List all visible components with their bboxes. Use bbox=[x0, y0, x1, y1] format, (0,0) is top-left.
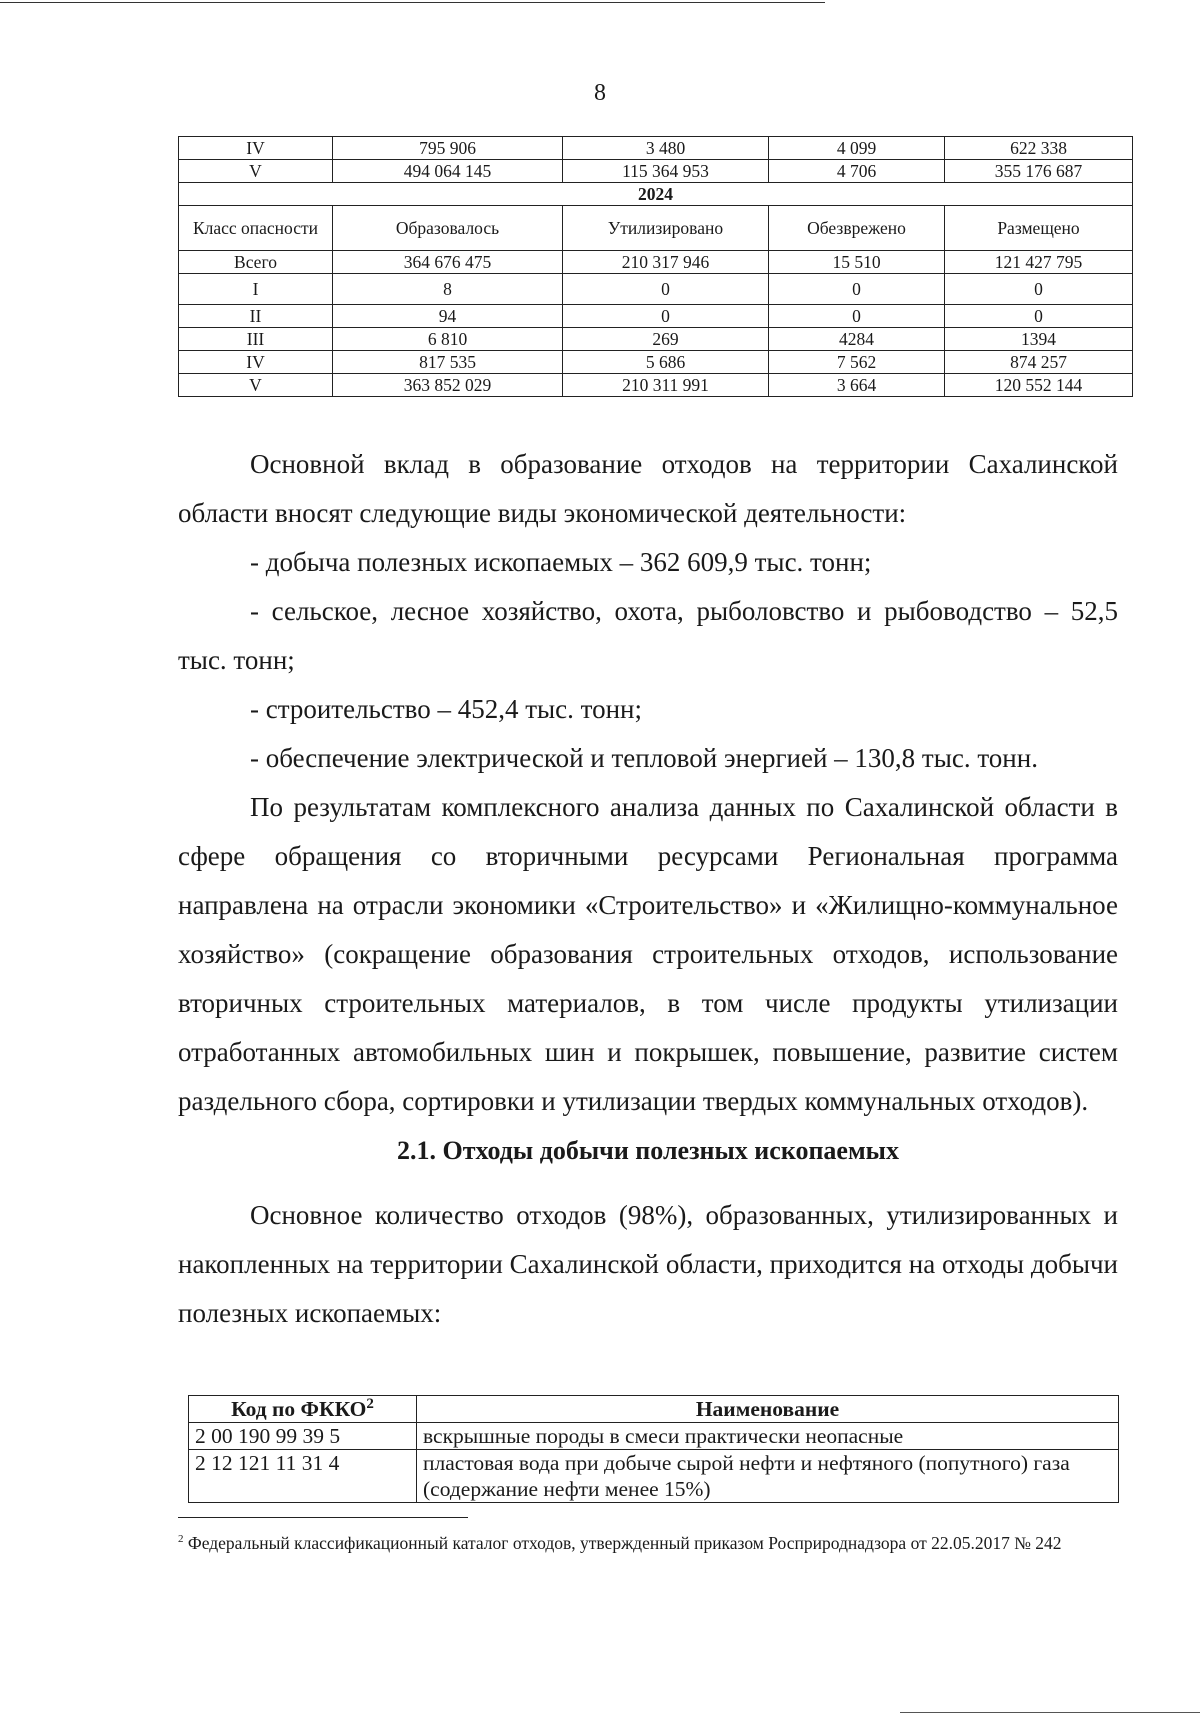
page-number: 8 bbox=[594, 80, 606, 106]
table-cell: вскрышные породы в смеси практически неопасные bbox=[417, 1423, 1119, 1450]
table-cell: 3 480 bbox=[563, 137, 769, 160]
table-row bbox=[179, 137, 1133, 160]
column-header: Наименование bbox=[417, 1396, 1119, 1423]
table-row bbox=[179, 374, 1133, 397]
table-cell: 210 311 991 bbox=[563, 374, 769, 397]
table-cell: 494 064 145 bbox=[333, 160, 563, 183]
table-cell: 2 12 121 11 31 4 bbox=[189, 1450, 417, 1503]
footnote-text: Федеральный классификационный каталог отходов, утвержденный приказом Росприроднадзора от 22.05.2017 № 242 bbox=[187, 1532, 1062, 1553]
table-cell: IV bbox=[179, 137, 333, 160]
table-cell: 94 bbox=[333, 305, 563, 328]
table-cell: V bbox=[179, 374, 333, 397]
table-cell: 8 bbox=[333, 274, 563, 305]
list-item: - сельское, лесное хозяйство, охота, рыболовство и рыбоводство – 52,5 тыс. тонн; bbox=[178, 596, 1118, 675]
table-cell: 363 852 029 bbox=[333, 374, 563, 397]
table-cell: 364 676 475 bbox=[333, 251, 563, 274]
table-cell: 0 bbox=[563, 305, 769, 328]
table-cell: III bbox=[179, 328, 333, 351]
waste-table bbox=[178, 136, 1133, 397]
year-row bbox=[179, 183, 1133, 206]
list-item: - обеспечение электрической и тепловой энергией – 130,8 тыс. тонн. bbox=[250, 743, 1038, 773]
table-cell: I bbox=[179, 274, 333, 305]
table-cell: 4 099 bbox=[769, 137, 945, 160]
table-cell: 121 427 795 bbox=[945, 251, 1133, 274]
table-cell: 6 810 bbox=[333, 328, 563, 351]
table-cell: II bbox=[179, 305, 333, 328]
paragraph: По результатам комплексного анализа данных по Сахалинской области в сфере обращения со вторичными ресурсами Региональная программа направлена на отрасли экономики «Строительство» и «Жилищно-коммунальное хозяйство» (сокращение образования строительных отходов, использование вторичных строительных материалов, в том числе продукты утилизации отработанных автомобильных шин и покрышек, повышение, развитие систем раздельного сбора, сортировки и утилизации твердых коммунальных отходов). bbox=[178, 792, 1118, 1116]
column-header-code: Код по ФККО bbox=[231, 1397, 367, 1421]
year-label: 2024 bbox=[179, 183, 1133, 206]
footnote-ref: 2 bbox=[366, 1395, 374, 1412]
table-cell: IV bbox=[179, 351, 333, 374]
table-row bbox=[179, 160, 1133, 183]
table-header-row bbox=[179, 206, 1133, 251]
table-cell: 0 bbox=[945, 274, 1133, 305]
section-title: 2.1. Отходы добычи полезных ископаемых bbox=[397, 1136, 899, 1165]
table-cell: 874 257 bbox=[945, 351, 1133, 374]
table-row bbox=[179, 328, 1133, 351]
table-cell: 15 510 bbox=[769, 251, 945, 274]
table-cell: V bbox=[179, 160, 333, 183]
table-cell: пластовая вода при добыче сырой нефти и нефтяного (попутного) газа (содержание нефти менее 15%) bbox=[417, 1450, 1119, 1503]
table-cell: 0 bbox=[563, 274, 769, 305]
table-cell: 115 364 953 bbox=[563, 160, 769, 183]
table-cell: 795 906 bbox=[333, 137, 563, 160]
column-header: Класс опасности bbox=[179, 206, 333, 251]
list-item: - добыча полезных ископаемых – 362 609,9 тыс. тонн; bbox=[250, 547, 872, 577]
table-cell: 4284 bbox=[769, 328, 945, 351]
table-row bbox=[179, 305, 1133, 328]
table-row bbox=[189, 1423, 1119, 1450]
table-cell: 120 552 144 bbox=[945, 374, 1133, 397]
table-cell: 4 706 bbox=[769, 160, 945, 183]
paragraph: Основной вклад в образование отходов на территории Сахалинской области вносят следующие виды экономической деятельности: bbox=[178, 449, 1118, 528]
list-item: - строительство – 452,4 тыс. тонн; bbox=[250, 694, 642, 724]
table-cell: 2 00 190 99 39 5 bbox=[189, 1423, 417, 1450]
table-cell: 817 535 bbox=[333, 351, 563, 374]
body-text bbox=[178, 440, 1118, 1338]
footnote-mark: 2 bbox=[178, 1533, 184, 1545]
table-row bbox=[189, 1450, 1119, 1503]
table-cell: 0 bbox=[769, 305, 945, 328]
fkko-table bbox=[188, 1395, 1119, 1503]
table-cell: 1394 bbox=[945, 328, 1133, 351]
table-row bbox=[179, 351, 1133, 374]
table-row bbox=[179, 251, 1133, 274]
footnote-separator bbox=[178, 1517, 468, 1518]
paragraph: Основное количество отходов (98%), образованных, утилизированных и накопленных на территории Сахалинской области, приходится на отходы добычи полезных ископаемых: bbox=[178, 1200, 1118, 1328]
column-header bbox=[189, 1396, 417, 1423]
column-header: Утилизировано bbox=[563, 206, 769, 251]
table-cell: 269 bbox=[563, 328, 769, 351]
table-header-row bbox=[189, 1396, 1119, 1423]
table-cell: 210 317 946 bbox=[563, 251, 769, 274]
table-row bbox=[179, 274, 1133, 305]
column-header: Обезврежено bbox=[769, 206, 945, 251]
table-cell: 0 bbox=[945, 305, 1133, 328]
table-cell: 7 562 bbox=[769, 351, 945, 374]
table-cell: 0 bbox=[769, 274, 945, 305]
corner-line bbox=[900, 1712, 1200, 1713]
table-cell: 355 176 687 bbox=[945, 160, 1133, 183]
table-cell: 3 664 bbox=[769, 374, 945, 397]
top-edge-line bbox=[0, 2, 825, 3]
column-header: Образовалось bbox=[333, 206, 563, 251]
footnote bbox=[178, 1528, 1118, 1554]
column-header: Размещено bbox=[945, 206, 1133, 251]
table-cell: 5 686 bbox=[563, 351, 769, 374]
table-cell: Всего bbox=[179, 251, 333, 274]
table-cell: 622 338 bbox=[945, 137, 1133, 160]
